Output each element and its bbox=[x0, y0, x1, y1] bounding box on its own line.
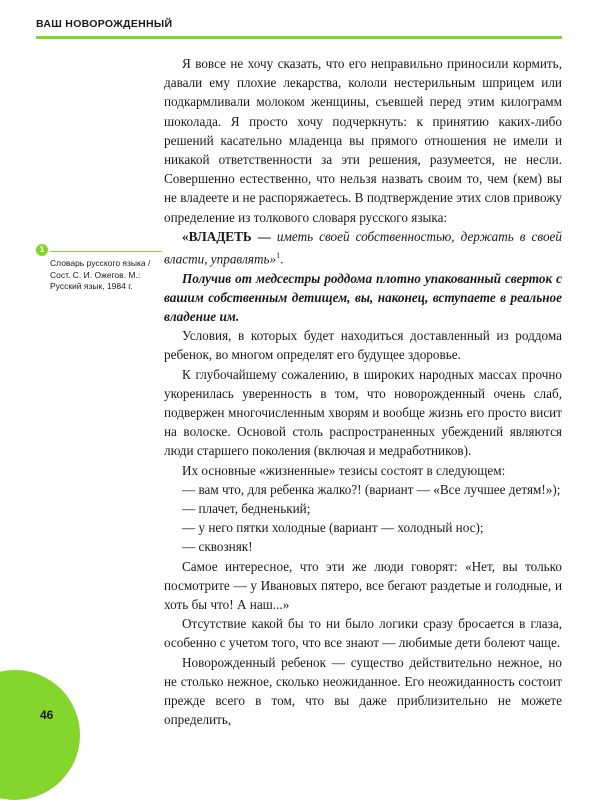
paragraph: Я вовсе не хочу сказать, что его неправильно приносили кормить, давали ему плохие лекарства, кололи нестерильным шприцем или подкармливали молоком женщины, съевшей перед этим килограмм шоколада. Я просто хочу подчеркнуть: к принятию каких-либо решений касательно младенца вы прямого отношения не имели и никакой ответственности за эти решения, разумеется, не несли. Совершенно естественно, что нельзя назвать своим то, чем (кем) вы не владеете и не распоряжаетесь. В подтверждение этих слов привожу определение из толкового словаря русского языка: bbox=[164, 56, 562, 225]
paragraph: Их основные «жизненные» тезисы состоят в следующем: bbox=[182, 462, 506, 478]
dictionary-quote bbox=[164, 227, 562, 269]
sidenote-text: Словарь русского языка /Сост. С. И. Ожегов. М.: Русский язык, 1984 г. bbox=[50, 258, 151, 291]
highlighted-paragraph: Получив от медсестры роддома плотно упакованный сверток с вашим собственным детищем, вы, наконец, вступаете в реальное владение им. bbox=[164, 270, 562, 325]
paragraph: Отсутствие какой бы то ни было логики сразу бросается в глаза, особенно с учетом того, что все знают — любимые дети болеют чаще. bbox=[164, 616, 562, 651]
main-text bbox=[164, 54, 562, 730]
paragraph: К глубочайшему сожалению, в широких народных массах прочно укоренилась уверенность в том, что новорожденный очень слаб, подвержен многочисленным хворям и вообще жизнь его просто висит на волоске. Основой столь распространенных убеждений являются люди старшего поколения (включая и медработников). bbox=[164, 366, 562, 459]
quote-definition: иметь своей собственностью, держать в своей власти, управлять» bbox=[164, 228, 563, 267]
running-header: ВАШ НОВОРОЖДЕННЫЙ bbox=[36, 18, 173, 30]
list-item: — у него пятки холодные (вариант — холодный нос); bbox=[182, 520, 484, 536]
footnote-ref: 1 bbox=[276, 251, 281, 261]
list-item: — плачет, бедненький; bbox=[182, 501, 311, 517]
list-item: — вам что, для ребенка жалко?! (вариант — «Все лучшее детям!»); bbox=[182, 481, 561, 497]
paragraph: Новорожденный ребенок — существо действительно нежное, но не столько нежное, сколько неожиданное. Его неожиданность состоит прежде всего в том, что вы даже приблизительно не можете определить, bbox=[164, 654, 562, 728]
corner-decoration bbox=[0, 670, 80, 800]
list-item: — сквозняк! bbox=[182, 539, 253, 555]
header-rule bbox=[36, 36, 562, 39]
paragraph: Условия, в которых будет находиться доставленный из роддома ребенок, во многом определят его будущее здоровье. bbox=[164, 328, 562, 363]
quote-end: . bbox=[280, 251, 284, 267]
page-number: 46 bbox=[40, 708, 54, 722]
sidenote-marker: 1 bbox=[36, 244, 48, 256]
quote-term: «ВЛАДЕТЬ — bbox=[182, 228, 271, 244]
paragraph: Самое интересное, что эти же люди говорят: «Нет, вы только посмотрите — у Ивановых пятеро, все бегают раздетые и голодные, и хоть бы что! А наш...» bbox=[164, 558, 562, 613]
sidenote-rule bbox=[50, 251, 162, 252]
